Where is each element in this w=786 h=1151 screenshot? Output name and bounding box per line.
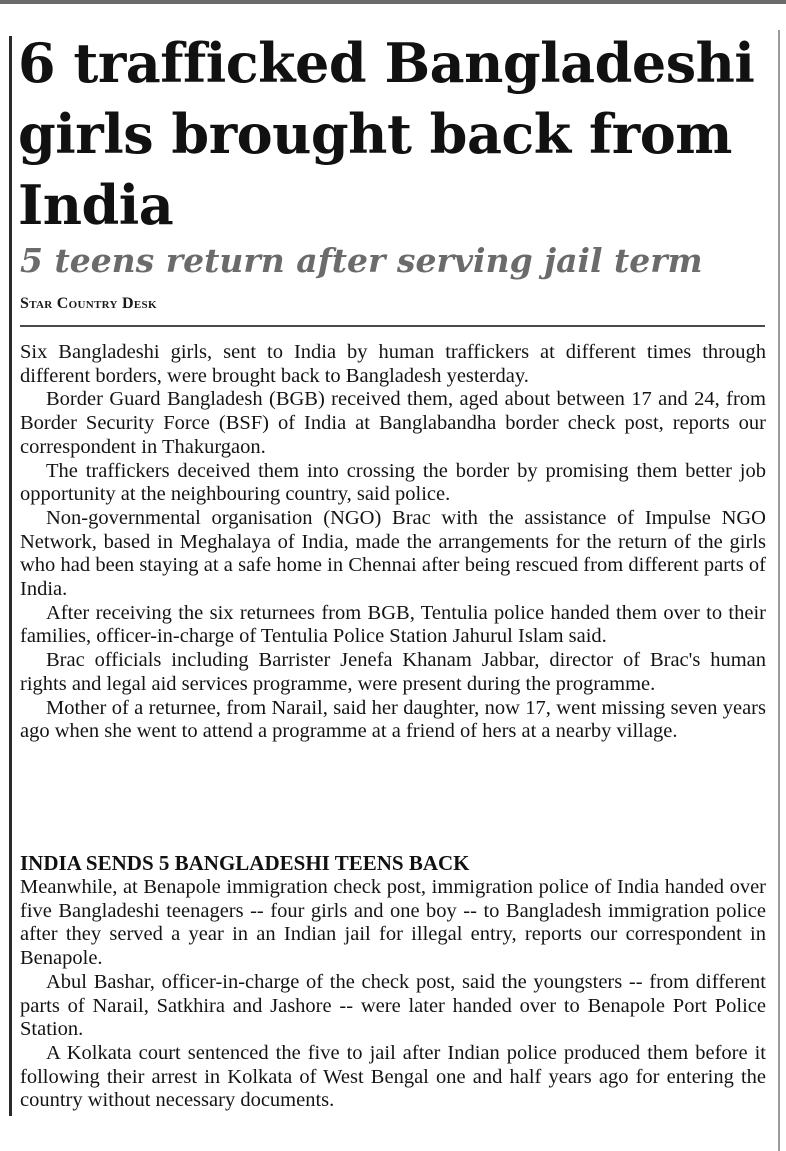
article-subheadline: 5 teens return after serving jail term	[20, 241, 703, 280]
section-body	[20, 876, 766, 1113]
body-paragraph: Border Guard Bangladesh (BGB) received them, aged about between 17 and 24, from Border Security Force (BSF) of India at Banglabandha border check post, reports our correspondent in Thakurgaon.	[20, 388, 766, 458]
byline-divider	[20, 325, 765, 327]
body-paragraph: The traffickers deceived them into crossing the border by promising them better job opportunity at the neighbouring country, said police.	[20, 459, 766, 506]
section-paragraph: Meanwhile, at Benapole immigration check post, immigration police of India handed over five Bangladeshi teenagers -- four girls and one boy -- to Bangladesh immigration police after they served a year in an Indian jail for illegal entry, reports our correspondent in Benapole.	[20, 876, 766, 970]
top-border-rule	[0, 0, 786, 4]
article-body	[20, 341, 766, 744]
section-paragraph: A Kolkata court sentenced the five to jail after Indian police produced them before it following their arrest in Kolkata of West Bengal one and half years ago for entering the country without necessary documents.	[20, 1041, 766, 1112]
body-paragraph: Non-governmental organisation (NGO) Brac with the assistance of Impulse NGO Network, based in Meghalaya of India, made the arrangements for the return of the girls who had been staying at a safe home in Chennai after being rescued from different parts of India.	[20, 506, 766, 601]
body-paragraph: Mother of a returnee, from Narail, said her daughter, now 17, went missing seven years ago when she went to attend a programme at a friend of hers at a nearby village.	[20, 696, 766, 743]
left-column-rule	[9, 36, 12, 1116]
right-column-rule	[778, 30, 780, 1151]
body-paragraph: After receiving the six returnees from BGB, Tentulia police handed them over to their families, officer-in-charge of Tentulia Police Station Jahurul Islam said.	[20, 601, 766, 648]
section-paragraph: Abul Bashar, officer-in-charge of the check post, said the youngsters -- from different parts of Narail, Satkhira and Jashore -- were later handed over to Benapole Port Police Station.	[20, 970, 766, 1041]
body-paragraph: Brac officials including Barrister Jenefa Khanam Jabbar, director of Brac's human rights and legal aid services programme, were present during the programme.	[20, 649, 766, 695]
section-heading: INDIA SENDS 5 BANGLADESHI TEENS BACK	[20, 851, 470, 875]
body-paragraph: Six Bangladeshi girls, sent to India by human traffickers at different times through different borders, were brought back to Bangladesh yesterday.	[20, 341, 766, 387]
article-headline: 6 trafficked Bangladeshi girls brought back from India	[18, 31, 755, 237]
article-byline: Star Country Desk	[20, 295, 157, 312]
